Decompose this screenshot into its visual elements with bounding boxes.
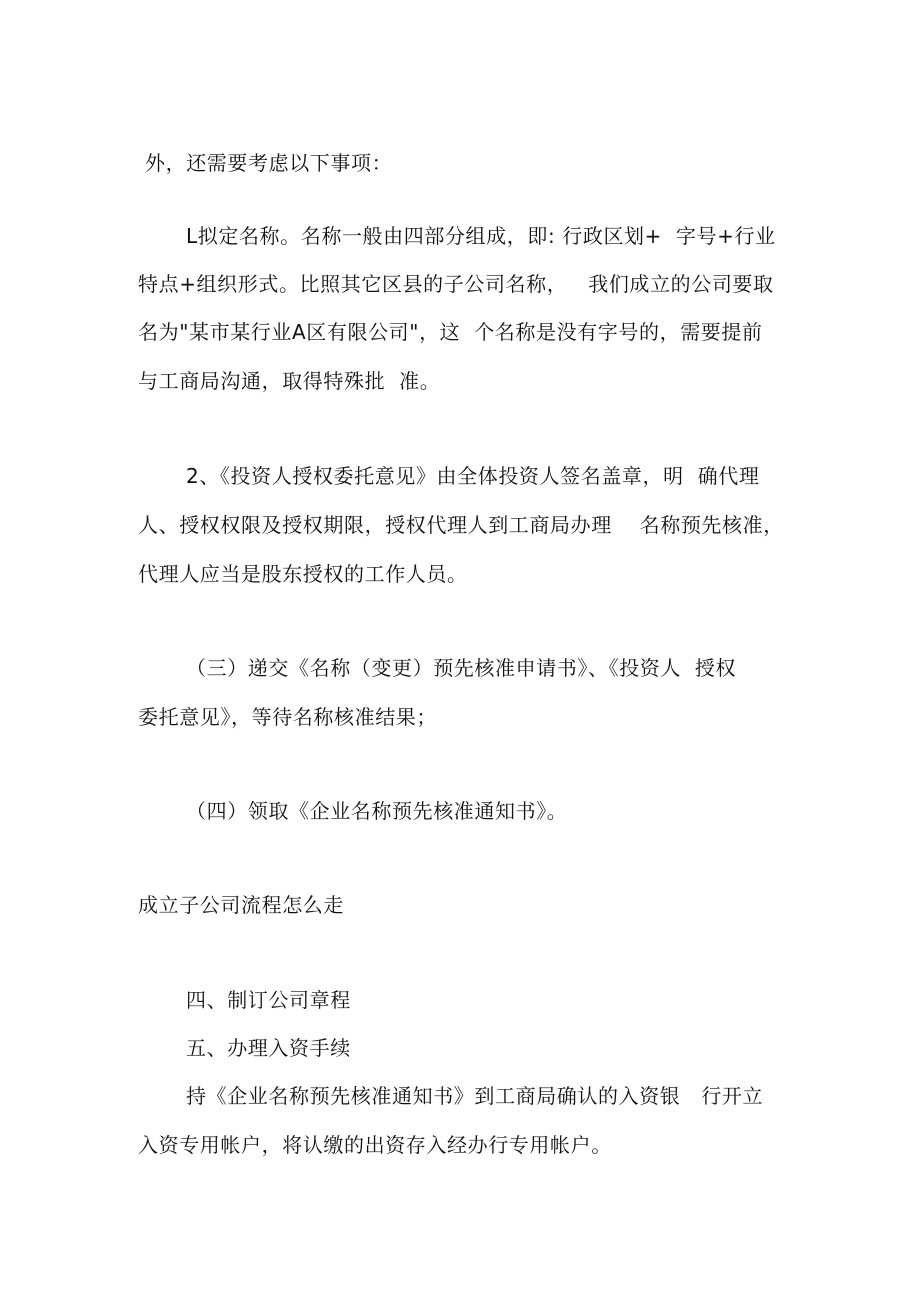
section-5-body-line-2: 入资专用帐户，将认缴的出资存入经办行专用帐户。 [138,1133,612,1157]
intro-line: 外，还需要考虑以下事项： [145,151,393,175]
step-4-line: （四）领取《企业名称预先核准通知书》。 [186,799,568,823]
step-3-line-2: 委托意见》，等待名称核准结果； [138,705,437,729]
item-2-line-1: 2、《投资人授权委托意见》由全体投资人签名盖章，明 确代理 [186,464,760,488]
section-4-title: 四、制订公司章程 [186,988,351,1012]
item-1-line-1: L拟定名称。名称一般由四部分组成，即: 行政区划+ 字号+行业 [186,224,776,248]
item-2-line-3: 代理人应当是股东授权的工作人员。 [138,562,468,586]
section-5-body-line-1: 持《企业名称预先核准通知书》到工商局确认的入资银 行开立 [186,1084,764,1108]
item-1-line-4: 与工商局沟通，取得特殊批 准。 [138,369,441,393]
section-heading: 成立子公司流程怎么走 [138,893,344,917]
step-3-line-1: （三）递交《名称（变更）预先核准申请书》、《投资人 授权 [186,656,737,680]
section-5-title: 五、办理入资手续 [186,1036,351,1060]
item-1-line-3: 名为"某市某行业A区有限公司"，这 个名称是没有字号的，需要提前 [138,320,763,344]
item-2-line-2: 人、授权权限及授权期限，授权代理人到工商局办理 名称预先核准， [138,513,784,537]
item-1-line-2: 特点+组织形式。比照其它区县的子公司名称， 我们成立的公司要取 [138,272,774,296]
